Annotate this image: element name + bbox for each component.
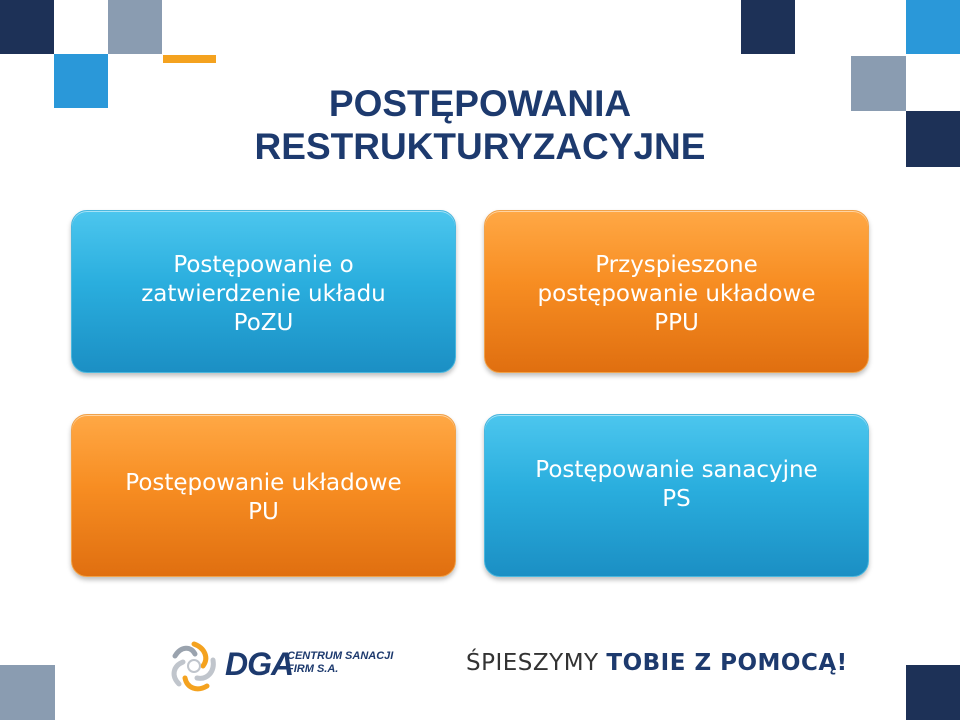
box-text: Postępowanie sanacyjne <box>535 457 818 483</box>
box-text: postępowanie układowe <box>537 281 816 307</box>
box-text: PPU <box>654 310 699 336</box>
box-ppu[interactable] <box>484 210 869 373</box>
box-text: Przyspieszone <box>595 252 758 278</box>
logo-sub-line-1: CENTRUM SANACJI <box>287 650 394 662</box>
decor-square <box>906 0 960 54</box>
box-text: PS <box>662 486 691 512</box>
title-line-2: RESTRUKTURYZACYJNE <box>254 126 706 167</box>
box-text: Postępowanie o <box>173 252 354 278</box>
box-pozu[interactable] <box>71 210 456 373</box>
logo-subtitle <box>287 650 393 676</box>
title-line-1: POSTĘPOWANIA <box>328 83 632 124</box>
decor-square <box>0 665 55 720</box>
slogan <box>466 650 848 676</box>
decor-square <box>0 0 54 54</box>
box-ps[interactable] <box>484 414 869 577</box>
box-pu[interactable] <box>71 414 456 577</box>
box-text: PoZU <box>233 310 294 336</box>
page-title <box>0 82 960 168</box>
box-text: Postępowanie układowe <box>125 470 402 496</box>
decor-square <box>741 0 795 54</box>
logo-sub-line-2: FIRM S.A. <box>287 663 339 675</box>
box-text: PU <box>248 499 279 525</box>
decor-square <box>906 665 960 720</box>
slogan-part-1: ŚPIESZYMY <box>466 650 607 676</box>
decor-square <box>108 0 162 54</box>
star-logo-icon <box>165 636 223 696</box>
logo-brand: DGA <box>225 646 294 682</box>
slogan-part-2: TOBIE Z POMOCĄ! <box>606 650 848 676</box>
decor-bar <box>163 55 216 63</box>
box-text: zatwierdzenie układu <box>141 281 386 307</box>
company-logo <box>165 636 405 696</box>
